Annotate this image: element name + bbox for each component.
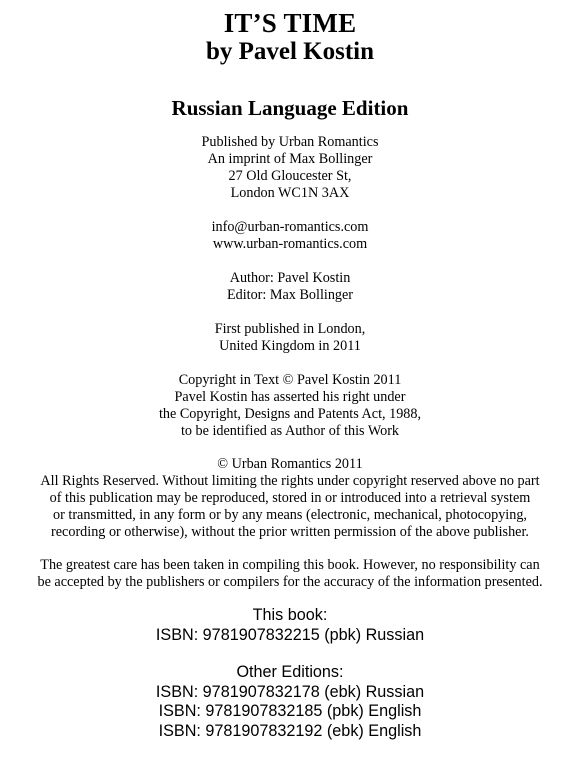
- contact-block: [0, 219, 580, 253]
- disclaimer-line: be accepted by the publishers or compilers for the accuracy of the information presented.: [37, 574, 543, 590]
- disclaimer-line: The greatest care has been taken in compiling this book. However, no responsibility can: [40, 557, 540, 573]
- book-title: IT’S TIME: [223, 8, 357, 38]
- credits-block: [0, 270, 580, 304]
- rights-notice-line: of this publication may be reproduced, stored in or introduced into a retrieval system: [49, 490, 531, 506]
- rights-notice-line: All Rights Reserved. Without limiting the rights under copyright reserved above no part: [40, 473, 540, 489]
- first-published-block: [0, 321, 580, 355]
- rights-notice-line: recording or otherwise), without the prior written permission of the above publisher.: [51, 524, 529, 540]
- rights-notice-line: or transmitted, in any form or by any means (electronic, mechanical, photocopying,: [53, 507, 527, 523]
- copyright-line: the Copyright, Designs and Patents Act, 1988,: [158, 406, 422, 422]
- isbn-line: ISBN: 9781907832185 (pbk) English: [158, 702, 422, 720]
- other-editions-label: Other Editions:: [236, 663, 344, 681]
- copyright-line: Pavel Kostin has asserted his right under: [174, 389, 406, 405]
- disclaimer-block: [0, 557, 580, 591]
- rights-owner: © Urban Romantics 2011: [217, 456, 363, 472]
- first-published-line: First published in London,: [214, 321, 366, 337]
- author-credit: Author: Pavel Kostin: [229, 270, 351, 286]
- publisher-block: [0, 134, 580, 202]
- editor-credit: Editor: Max Bollinger: [226, 287, 354, 303]
- isbn-line: ISBN: 9781907832192 (ebk) English: [158, 721, 422, 740]
- address-city: London WC1N 3AX: [230, 185, 350, 201]
- edition-heading: Russian Language Edition: [171, 96, 409, 120]
- rights-block: [0, 456, 580, 541]
- title-block: [0, 8, 580, 120]
- copyright-block: [0, 372, 580, 440]
- copyright-line: to be identified as Author of this Work: [180, 423, 400, 439]
- first-published-line: United Kingdom in 2011: [219, 338, 361, 354]
- address-street: 27 Old Gloucester St,: [228, 168, 352, 184]
- this-book-block: [0, 606, 580, 645]
- publisher-line: Published by Urban Romantics: [201, 134, 379, 150]
- isbn-line: ISBN: 9781907832178 (ebk) Russian: [155, 682, 425, 701]
- this-book-label: This book:: [252, 606, 328, 624]
- other-editions-block: [0, 663, 580, 741]
- isbn-line: ISBN: 9781907832215 (pbk) Russian: [155, 625, 425, 644]
- website-link[interactable]: www.urban-romantics.com: [212, 236, 368, 252]
- imprint-line: An imprint of Max Bollinger: [207, 151, 373, 167]
- copyright-line: Copyright in Text © Pavel Kostin 2011: [178, 372, 402, 388]
- email-link[interactable]: info@urban-romantics.com: [211, 219, 369, 235]
- book-byline: by Pavel Kostin: [205, 38, 375, 65]
